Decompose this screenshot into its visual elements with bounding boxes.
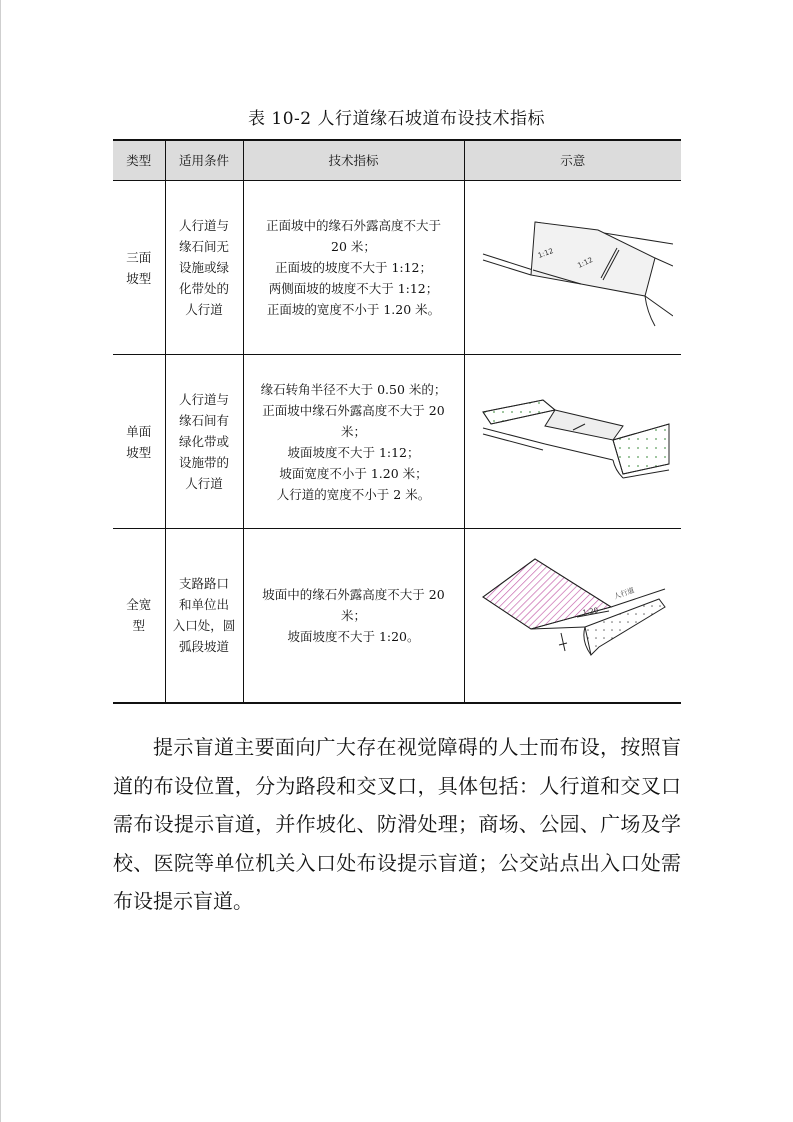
spec-line: 20 米； <box>331 239 376 254</box>
illustration-cell <box>464 355 681 529</box>
type-line: 单面 <box>126 423 152 439</box>
illustration-cell <box>464 181 681 355</box>
condition-line: 弧段坡道 <box>178 639 229 655</box>
type-line: 三面 <box>126 249 152 265</box>
condition-cell <box>165 181 243 355</box>
type-line: 全宽 <box>126 597 152 613</box>
condition-line: 人行道 <box>185 476 223 491</box>
condition-line: 人行道 <box>185 302 223 317</box>
table-caption: 表 10-2 人行道缘石坡道布设技术指标 <box>248 109 545 129</box>
type-cell <box>113 181 165 355</box>
spec-line: 坡面中的缘石外露高度不大于 20 <box>262 586 445 602</box>
condition-line: 人行道与 <box>178 218 229 233</box>
header-specs: 技术指标 <box>243 140 464 181</box>
condition-line: 设施带的 <box>178 455 229 470</box>
three-sided-ramp-illustration <box>473 208 673 328</box>
specs-cell <box>243 529 464 703</box>
slope-label: 1:20 <box>581 606 599 618</box>
condition-cell <box>165 529 243 703</box>
spec-line: 正面坡的坡度不大于 1:12； <box>274 260 433 275</box>
header-condition: 适用条件 <box>165 140 243 181</box>
table-row <box>113 181 681 355</box>
condition-line: 绿化带或 <box>178 434 229 449</box>
spec-line: 正面坡中的缘石外露高度不大于 <box>265 218 441 233</box>
spec-line: 缘石转角半径不大于 0.50 米的； <box>260 381 447 397</box>
condition-line: 缘石间无 <box>178 239 229 254</box>
spec-line: 坡面坡度不大于 1:20。 <box>287 628 420 644</box>
illustration-cell <box>464 529 681 703</box>
spec-line: 正面坡的宽度不小于 1.20 米。 <box>266 302 441 317</box>
specs-cell <box>243 355 464 529</box>
condition-line: 人行道与 <box>178 392 229 407</box>
spec-line: 两侧面坡的坡度不大于 1:12； <box>268 281 439 296</box>
type-cell <box>113 529 165 703</box>
condition-line: 入口处，圆 <box>172 618 236 634</box>
table-row <box>113 355 681 529</box>
type-line: 坡型 <box>126 270 152 286</box>
header-illustration: 示意 <box>464 140 681 181</box>
spec-line: 人行道的宽度不小于 2 米。 <box>276 486 431 502</box>
spec-line: 米； <box>340 607 366 623</box>
slope-label: 1:12 <box>536 246 555 260</box>
single-sided-ramp-illustration <box>473 382 673 502</box>
table-header-row <box>113 140 681 181</box>
spec-line: 米； <box>340 423 366 439</box>
specs-cell <box>243 181 464 355</box>
spec-line: 坡面宽度不小于 1.20 米； <box>279 465 428 481</box>
type-line: 型 <box>132 618 145 634</box>
body-paragraph: 提示盲道主要面向广大存在视觉障碍的人士而布设，按照盲道的布设位置，分为路段和交叉口，具体包括：人行道和交叉口需布设提示盲道，并作坡化、防滑处理；商场、公园、广场及学校、医院等单位机关入口处布设提示盲道；公交站点出入口处需布设提示盲道。 <box>113 735 681 913</box>
condition-line: 设施或绿 <box>178 260 229 275</box>
condition-line: 化带处的 <box>178 281 229 296</box>
condition-line: 和单位出 <box>178 597 229 613</box>
spec-line: 正面坡中缘石外露高度不大于 20 <box>262 402 445 418</box>
header-type: 类型 <box>113 140 165 181</box>
condition-cell <box>165 355 243 529</box>
condition-line: 缘石间有 <box>178 413 229 428</box>
type-line: 坡型 <box>126 444 152 460</box>
full-width-ramp-illustration <box>473 555 673 675</box>
condition-line: 支路路口 <box>178 576 229 592</box>
table-row <box>113 529 681 703</box>
spec-line: 坡面坡度不大于 1:12； <box>287 444 420 460</box>
sidewalk-label: 人行道 <box>612 586 636 602</box>
type-cell <box>113 355 165 529</box>
page-left-border <box>0 0 1 1122</box>
slope-label: 1:12 <box>576 255 594 270</box>
spec-table <box>113 139 681 704</box>
